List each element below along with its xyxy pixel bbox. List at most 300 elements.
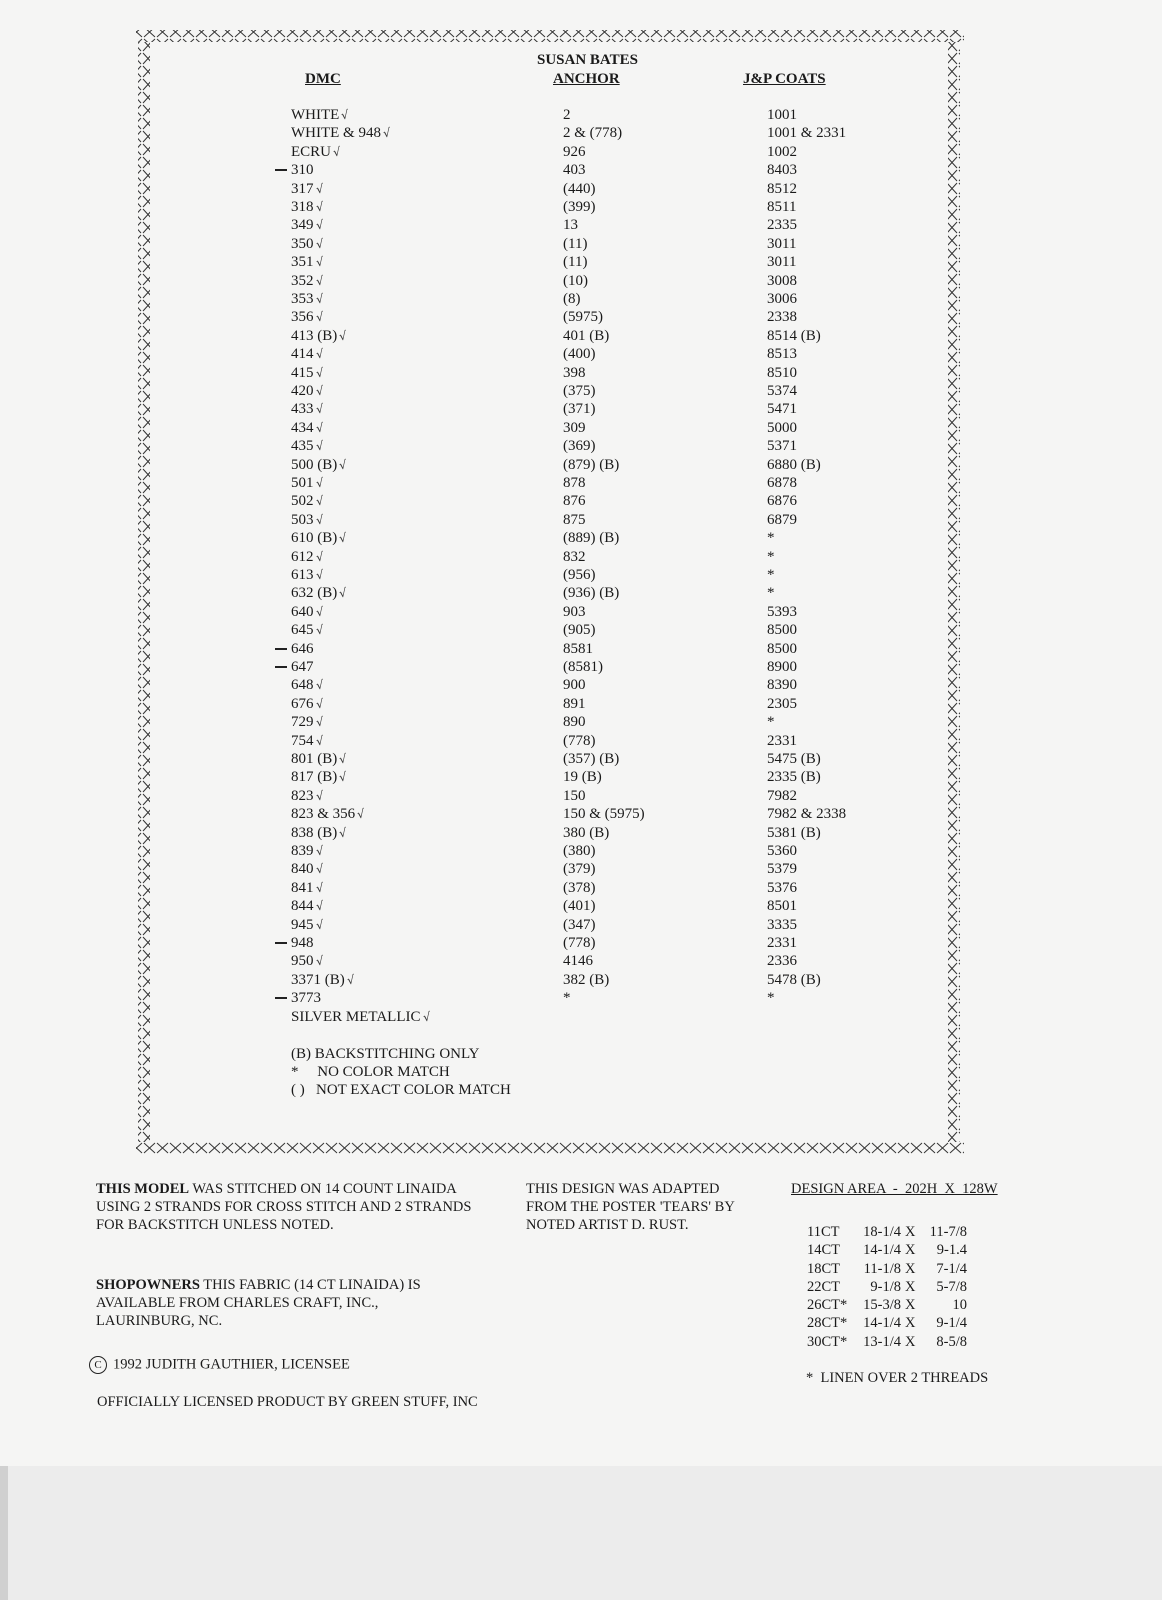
- dmc-number: 435: [291, 438, 314, 455]
- anchor-cell: 309: [563, 419, 586, 436]
- table-row: [0, 769, 1162, 787]
- dmc-cell: [291, 825, 347, 842]
- dmc-cell: [291, 751, 347, 768]
- handwritten-check-icon: √: [338, 328, 348, 344]
- dmc-number: 353: [291, 291, 314, 307]
- anchor-cell: (8): [563, 291, 581, 307]
- model-note-line: USING 2 STRANDS FOR CROSS STITCH AND 2 STRANDS: [96, 1199, 472, 1215]
- jp-coats-cell: 3011: [767, 254, 797, 271]
- anchor-cell: 380 (B): [563, 824, 610, 841]
- by-sign: X: [905, 1333, 916, 1350]
- dmc-number: 950: [291, 953, 314, 970]
- fabric-count: 26CT*: [807, 1297, 848, 1314]
- table-row: [0, 383, 1162, 401]
- scan-edge: [0, 1466, 8, 1600]
- design-size-row: [807, 1224, 1007, 1242]
- handwritten-check-icon: √: [314, 898, 325, 914]
- table-row: [0, 328, 1162, 346]
- dmc-cell: [291, 512, 323, 529]
- dmc-number: 844: [291, 898, 314, 915]
- table-row: [0, 990, 1162, 1008]
- fabric-count: 14CT: [807, 1242, 841, 1259]
- handwritten-check-icon: √: [314, 181, 325, 197]
- model-note-line: FOR BACKSTITCH UNLESS NOTED.: [96, 1217, 334, 1233]
- fabric-count: 30CT*: [807, 1333, 848, 1350]
- dmc-number: 676: [291, 695, 314, 712]
- header-anchor: ANCHOR: [553, 71, 620, 87]
- dmc-number: 434: [291, 419, 314, 436]
- dmc-cell: [291, 328, 347, 345]
- dmc-cell: [291, 236, 323, 253]
- jp-coats-cell: 5478 (B): [767, 971, 821, 988]
- design-size-row: [807, 1297, 1007, 1315]
- adaptation-line: THIS DESIGN WAS ADAPTED: [526, 1181, 720, 1197]
- dmc-cell: [291, 144, 341, 161]
- handwritten-check-icon: √: [314, 622, 325, 638]
- jp-coats-cell: 5360: [767, 843, 797, 859]
- table-row: [0, 1009, 1162, 1027]
- dmc-cell: [291, 898, 323, 915]
- table-row: [0, 696, 1162, 714]
- dmc-cell: [291, 383, 323, 400]
- dmc-cell: [291, 217, 323, 234]
- anchor-cell: 2 & (778): [563, 125, 623, 142]
- shopowners-note: [96, 1276, 421, 1330]
- handwritten-check-icon: √: [338, 769, 348, 785]
- anchor-cell: 2: [563, 107, 571, 123]
- anchor-cell: 4146: [563, 953, 593, 970]
- anchor-cell: 8581: [563, 640, 593, 657]
- jp-coats-cell: 1001 & 2331: [767, 125, 847, 142]
- anchor-cell: 19 (B): [563, 769, 602, 786]
- dmc-cell: [291, 567, 323, 584]
- table-row: [0, 935, 1162, 953]
- dmc-cell: [291, 806, 365, 823]
- height-inches: 15-3/8: [863, 1297, 901, 1314]
- handwritten-check-icon: √: [345, 972, 356, 988]
- table-row: [0, 181, 1162, 199]
- dmc-cell: [291, 401, 323, 418]
- dmc-number: 3773: [291, 990, 321, 1007]
- anchor-cell: (956): [563, 567, 596, 583]
- jp-coats-cell: 8510: [767, 364, 797, 381]
- design-size-table: [807, 1224, 1007, 1352]
- table-row: [0, 549, 1162, 567]
- table-row: [0, 880, 1162, 898]
- handwritten-check-icon: √: [332, 144, 342, 160]
- anchor-cell: 398: [563, 364, 586, 381]
- anchor-cell: 150: [563, 787, 586, 804]
- jp-coats-cell: 8501: [767, 898, 797, 915]
- handwritten-check-icon: √: [314, 843, 325, 859]
- anchor-cell: (905): [563, 622, 596, 639]
- model-note-line: WAS STITCHED ON 14 COUNT LINAIDA: [189, 1181, 457, 1197]
- dmc-cell: [291, 1009, 430, 1026]
- anchor-cell: 891: [563, 695, 586, 712]
- dmc-number: 646: [291, 640, 314, 657]
- dmc-number: 823: [291, 787, 314, 804]
- fabric-count: 11CT: [807, 1224, 840, 1240]
- legend: [291, 1045, 511, 1099]
- dmc-number: 414: [291, 346, 314, 363]
- table-row: [0, 420, 1162, 438]
- anchor-cell: 13: [563, 217, 578, 234]
- table-row: [0, 917, 1162, 935]
- jp-coats-cell: 3008: [767, 272, 797, 289]
- jp-coats-cell: 5376: [767, 879, 797, 896]
- width-inches: 10: [952, 1297, 967, 1314]
- handwritten-dash-mark: [275, 169, 287, 171]
- dmc-number: 433: [291, 401, 314, 418]
- legend-not-exact: ( ) NOT EXACT COLOR MATCH: [291, 1082, 511, 1098]
- dmc-cell: [291, 291, 323, 308]
- handwritten-check-icon: √: [314, 383, 325, 399]
- legend-no-match: * NO COLOR MATCH: [291, 1064, 450, 1080]
- anchor-cell: 900: [563, 677, 586, 694]
- dmc-cell: [291, 309, 323, 326]
- jp-coats-cell: 1002: [767, 143, 797, 160]
- adaptation-line: NOTED ARTIST D. RUST.: [526, 1217, 689, 1233]
- anchor-cell: 890: [563, 714, 586, 731]
- dmc-cell: [291, 199, 323, 216]
- dmc-number: 945: [291, 916, 314, 933]
- anchor-cell: (369): [563, 438, 596, 455]
- dmc-cell: [291, 162, 314, 179]
- fabric-count: 22CT: [807, 1278, 841, 1295]
- dmc-number: 318: [291, 199, 314, 215]
- design-size-row: [807, 1279, 1007, 1297]
- dmc-number: 817 (B): [291, 769, 338, 786]
- handwritten-check-icon: √: [314, 880, 325, 896]
- dmc-number: 500 (B): [291, 456, 338, 473]
- handwritten-check-icon: √: [314, 733, 325, 749]
- jp-coats-cell: 1001: [767, 107, 797, 123]
- handwritten-check-icon: √: [314, 401, 325, 417]
- dmc-cell: [291, 181, 323, 198]
- anchor-cell: 403: [563, 162, 586, 179]
- dmc-number: 841: [291, 879, 314, 896]
- dmc-number: ECRU: [291, 143, 332, 160]
- dmc-cell: [291, 622, 323, 639]
- jp-coats-cell: 8500: [767, 640, 797, 657]
- handwritten-dash-mark: [275, 648, 287, 650]
- adaptation-note: [526, 1180, 735, 1234]
- dmc-number: 349: [291, 217, 314, 234]
- table-row: [0, 162, 1162, 180]
- jp-coats-cell: *: [767, 714, 775, 731]
- copyright: [89, 1356, 350, 1374]
- anchor-cell: (778): [563, 935, 596, 951]
- licensed-product: OFFICIALLY LICENSED PRODUCT BY GREEN STUFF, INC: [97, 1394, 478, 1410]
- dmc-number: 356: [291, 309, 314, 326]
- jp-coats-cell: 5371: [767, 438, 797, 455]
- anchor-cell: (375): [563, 383, 596, 399]
- table-row: [0, 843, 1162, 861]
- jp-coats-cell: 8403: [767, 162, 797, 179]
- anchor-cell: (399): [563, 199, 596, 215]
- table-row: [0, 622, 1162, 640]
- handwritten-check-icon: √: [314, 714, 325, 730]
- anchor-cell: (10): [563, 272, 588, 289]
- table-row: [0, 567, 1162, 585]
- anchor-cell: (11): [563, 235, 588, 252]
- anchor-cell: (371): [563, 401, 596, 418]
- shopowners-lead: SHOPOWNERS: [96, 1277, 200, 1293]
- table-row: [0, 309, 1162, 327]
- dmc-cell: [291, 530, 347, 547]
- anchor-cell: (400): [563, 346, 596, 363]
- jp-coats-cell: 2336: [767, 953, 797, 970]
- table-row: [0, 346, 1162, 364]
- dmc-cell: [291, 125, 391, 142]
- dmc-number: 310: [291, 162, 314, 179]
- dmc-cell: [291, 107, 349, 124]
- dmc-cell: [291, 769, 347, 786]
- jp-coats-cell: 5374: [767, 383, 797, 399]
- dmc-cell: [291, 493, 323, 510]
- anchor-cell: (378): [563, 879, 596, 896]
- by-sign: X: [905, 1224, 916, 1240]
- jp-coats-cell: 2335 (B): [767, 769, 821, 786]
- anchor-cell: 878: [563, 475, 586, 491]
- handwritten-dash-mark: [275, 997, 287, 999]
- width-inches: 11-7/8: [929, 1224, 967, 1240]
- table-row: [0, 751, 1162, 769]
- handwritten-dash-mark: [275, 666, 287, 668]
- design-size-row: [807, 1261, 1007, 1279]
- dmc-cell: [291, 475, 323, 492]
- table-row: [0, 125, 1162, 143]
- anchor-cell: 926: [563, 143, 586, 160]
- height-inches: 9-1/8: [870, 1278, 901, 1295]
- table-row: [0, 641, 1162, 659]
- handwritten-check-icon: √: [314, 346, 325, 362]
- dmc-cell: [291, 972, 354, 989]
- jp-coats-cell: 3335: [767, 916, 797, 933]
- table-row: [0, 291, 1162, 309]
- anchor-cell: 903: [563, 603, 586, 620]
- dmc-number: WHITE & 948: [291, 125, 381, 142]
- table-row: [0, 714, 1162, 732]
- handwritten-check-icon: √: [314, 365, 325, 381]
- dmc-number: 613: [291, 567, 314, 583]
- dmc-number: 317: [291, 180, 314, 197]
- dmc-number: 640: [291, 603, 314, 620]
- jp-coats-cell: 6879: [767, 511, 797, 528]
- header-dmc: DMC: [305, 71, 341, 87]
- table-row: [0, 604, 1162, 622]
- width-inches: 5-7/8: [936, 1278, 967, 1295]
- table-row: [0, 438, 1162, 456]
- handwritten-check-icon: √: [314, 567, 325, 583]
- dmc-number: WHITE: [291, 107, 340, 123]
- dmc-number: 645: [291, 622, 314, 639]
- shopowners-line: AVAILABLE FROM CHARLES CRAFT, INC.,: [96, 1295, 379, 1311]
- dmc-number: 3371 (B): [291, 971, 345, 988]
- jp-coats-cell: *: [767, 990, 775, 1007]
- jp-coats-cell: 8390: [767, 677, 797, 694]
- anchor-cell: (5975): [563, 309, 603, 326]
- anchor-cell: 876: [563, 493, 586, 510]
- dmc-cell: [291, 696, 323, 713]
- by-sign: X: [905, 1278, 916, 1295]
- jp-coats-cell: 5381 (B): [767, 824, 821, 841]
- dmc-number: 729: [291, 714, 314, 731]
- dmc-cell: [291, 788, 323, 805]
- dmc-cell: [291, 457, 347, 474]
- table-row: [0, 512, 1162, 530]
- dmc-number: 754: [291, 732, 314, 749]
- dmc-cell: [291, 438, 323, 455]
- handwritten-check-icon: √: [340, 107, 350, 123]
- handwritten-check-icon: √: [314, 677, 325, 693]
- model-note-lead: THIS MODEL: [96, 1181, 190, 1197]
- handwritten-check-icon: √: [338, 530, 348, 546]
- table-row: [0, 199, 1162, 217]
- anchor-cell: (889) (B): [563, 530, 620, 547]
- anchor-cell: (440): [563, 180, 596, 197]
- handwritten-check-icon: √: [314, 696, 325, 712]
- handwritten-check-icon: √: [314, 549, 325, 565]
- anchor-cell: 875: [563, 511, 586, 528]
- table-row: [0, 972, 1162, 990]
- design-area-title: DESIGN AREA - 202H X 128W: [791, 1181, 998, 1197]
- table-row: [0, 953, 1162, 971]
- fabric-count: 28CT*: [807, 1315, 848, 1332]
- dmc-cell: [291, 843, 323, 860]
- dmc-number: 612: [291, 548, 314, 565]
- anchor-cell: 832: [563, 548, 586, 565]
- anchor-cell: (879) (B): [563, 456, 620, 473]
- jp-coats-cell: 7982 & 2338: [767, 806, 847, 823]
- table-row: [0, 254, 1162, 272]
- dmc-cell: [291, 677, 323, 694]
- anchor-cell: 382 (B): [563, 971, 610, 988]
- dmc-cell: [291, 935, 314, 952]
- jp-coats-cell: 8512: [767, 180, 797, 197]
- handwritten-check-icon: √: [356, 806, 366, 822]
- jp-coats-cell: 8513: [767, 346, 797, 363]
- handwritten-check-icon: √: [338, 457, 348, 473]
- table-row: [0, 733, 1162, 751]
- width-inches: 9-1.4: [936, 1242, 967, 1259]
- dmc-number: 503: [291, 511, 314, 528]
- table-row: [0, 585, 1162, 603]
- handwritten-check-icon: √: [314, 788, 325, 804]
- by-sign: X: [905, 1315, 916, 1332]
- dmc-cell: [291, 254, 323, 271]
- dmc-cell: [291, 549, 323, 566]
- table-row: [0, 659, 1162, 677]
- header-jp-coats: J&P COATS: [743, 71, 826, 87]
- handwritten-check-icon: √: [338, 825, 348, 841]
- dmc-cell: [291, 365, 323, 382]
- design-size-row: [807, 1315, 1007, 1333]
- handwritten-check-icon: √: [338, 751, 348, 767]
- table-row: [0, 677, 1162, 695]
- table-row: [0, 788, 1162, 806]
- anchor-cell: (357) (B): [563, 751, 620, 767]
- anchor-cell: 401 (B): [563, 327, 610, 344]
- dmc-cell: [291, 880, 323, 897]
- height-inches: 13-1/4: [863, 1333, 901, 1350]
- dmc-number: 502: [291, 493, 314, 510]
- anchor-cell: (778): [563, 732, 596, 749]
- jp-coats-cell: 5000: [767, 419, 797, 436]
- dmc-number: 415: [291, 364, 314, 381]
- dmc-cell: [291, 861, 323, 878]
- table-row: [0, 493, 1162, 511]
- handwritten-check-icon: √: [314, 604, 325, 620]
- anchor-cell: 150 & (5975): [563, 806, 645, 823]
- jp-coats-cell: 2305: [767, 695, 797, 712]
- table-row: [0, 401, 1162, 419]
- table-row: [0, 825, 1162, 843]
- jp-coats-cell: 5471: [767, 401, 797, 418]
- jp-coats-cell: 2338: [767, 309, 797, 326]
- handwritten-check-icon: √: [314, 309, 325, 325]
- dmc-cell: [291, 733, 323, 750]
- table-row: [0, 806, 1162, 824]
- handwritten-check-icon: √: [338, 585, 348, 601]
- handwritten-check-icon: √: [314, 291, 325, 307]
- handwritten-check-icon: √: [314, 254, 325, 270]
- jp-coats-cell: 5379: [767, 861, 797, 878]
- dmc-number: SILVER METALLIC: [291, 1008, 421, 1025]
- handwritten-check-icon: √: [314, 236, 325, 252]
- anchor-cell: (8581): [563, 659, 603, 675]
- table-row: [0, 217, 1162, 235]
- handwritten-check-icon: √: [314, 861, 325, 877]
- dmc-number: 839: [291, 843, 314, 859]
- height-inches: 11-1/8: [863, 1260, 901, 1277]
- handwritten-check-icon: √: [314, 420, 325, 436]
- jp-coats-cell: 6880 (B): [767, 456, 821, 473]
- header-susan-bates: SUSAN BATES: [537, 52, 639, 68]
- fabric-count: 18CT: [807, 1260, 841, 1277]
- jp-coats-cell: 3011: [767, 235, 797, 252]
- jp-coats-cell: *: [767, 567, 775, 583]
- dmc-number: 352: [291, 272, 314, 289]
- design-size-row: [807, 1334, 1007, 1352]
- dmc-cell: [291, 420, 323, 437]
- jp-coats-cell: 2331: [767, 732, 797, 749]
- width-inches: 9-1/4: [936, 1315, 967, 1332]
- handwritten-check-icon: √: [314, 493, 325, 509]
- width-inches: 8-5/8: [936, 1333, 967, 1350]
- jp-coats-cell: 8900: [767, 659, 797, 675]
- handwritten-dash-mark: [275, 942, 287, 944]
- design-size-row: [807, 1242, 1007, 1260]
- handwritten-check-icon: √: [314, 917, 325, 933]
- anchor-cell: *: [563, 990, 571, 1007]
- legend-backstitch: (B) BACKSTITCHING ONLY: [291, 1046, 480, 1062]
- height-inches: 14-1/4: [863, 1242, 901, 1259]
- anchor-cell: (401): [563, 898, 596, 915]
- dmc-number: 838 (B): [291, 824, 338, 841]
- dmc-number: 648: [291, 677, 314, 694]
- model-note: [96, 1180, 471, 1234]
- handwritten-check-icon: √: [314, 512, 325, 528]
- scan-background-strip: [0, 1466, 1162, 1600]
- table-row: [0, 457, 1162, 475]
- table-row: [0, 530, 1162, 548]
- dmc-cell: [291, 604, 323, 621]
- dmc-number: 501: [291, 475, 314, 491]
- handwritten-check-icon: √: [314, 438, 325, 454]
- jp-coats-cell: 7982: [767, 787, 797, 804]
- height-inches: 14-1/4: [863, 1315, 901, 1332]
